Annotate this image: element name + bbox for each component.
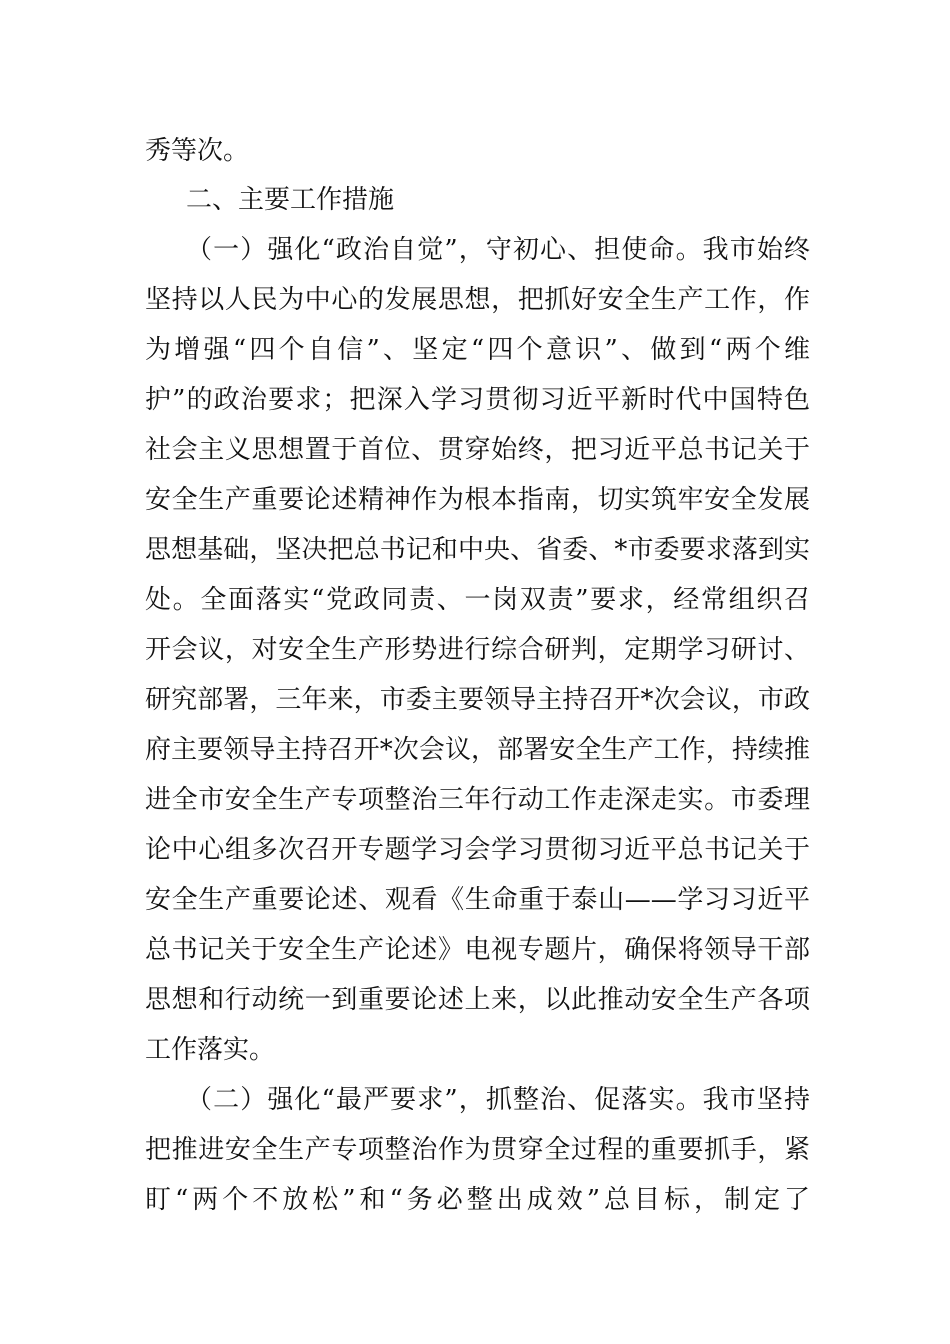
subsection-heading-2: （二）强化“最严要求”，抓整治、促落实。我市坚持 [186,1085,810,1115]
text-line-16: 安全生产重要论述、观看《生命重于泰山——学习习近平 [145,885,810,915]
text-line-15: 论中心组多次召开专题学习会学习贯彻习近平总书记关于 [145,835,810,865]
text-line-9: 思想基础，坚决把总书记和中央、省委、*市委要求落到实 [145,535,810,565]
text-line-7: 社会主义思想置于首位、贯穿始终，把习近平总书记关于 [145,435,810,465]
text-line-22: 盯“两个不放松”和“务必整出成效”总目标，制定了 [145,1185,810,1215]
text-line-17: 总书记关于安全生产论述》电视专题片，确保将领导干部 [145,935,810,965]
text-line-12: 研究部署，三年来，市委主要领导主持召开*次会议，市政 [145,685,810,715]
text-line-8: 安全生产重要论述精神作为根本指南，切实筑牢安全发展 [145,485,810,515]
text-line-11: 开会议，对安全生产形势进行综合研判，定期学习研讨、 [145,635,810,665]
text-line-5: 为增强“四个自信”、坚定“四个意识”、做到“两个维 [145,335,810,365]
text-line-6: 护”的政治要求；把深入学习贯彻习近平新时代中国特色 [145,385,810,415]
text-line-10: 处。全面落实“党政同责、一岗双责”要求，经常组织召 [145,585,810,615]
text-line-19: 工作落实。 [145,1035,276,1065]
text-line-21: 把推进安全生产专项整治作为贯穿全过程的重要抓手，紧 [145,1135,810,1165]
text-line-18: 思想和行动统一到重要论述上来，以此推动安全生产各项 [145,985,810,1015]
text-line-4: 坚持以人民为中心的发展思想，把抓好安全生产工作，作 [145,285,810,315]
text-line-14: 进全市安全生产专项整治三年行动工作走深走实。市委理 [145,785,810,815]
section-heading: 二、主要工作措施 [186,185,395,215]
text-line-1: 秀等次。 [145,136,250,166]
subsection-heading-1: （一）强化“政治自觉”，守初心、担使命。我市始终 [186,235,810,265]
text-line-13: 府主要领导主持召开*次会议，部署安全生产工作，持续推 [145,735,810,765]
